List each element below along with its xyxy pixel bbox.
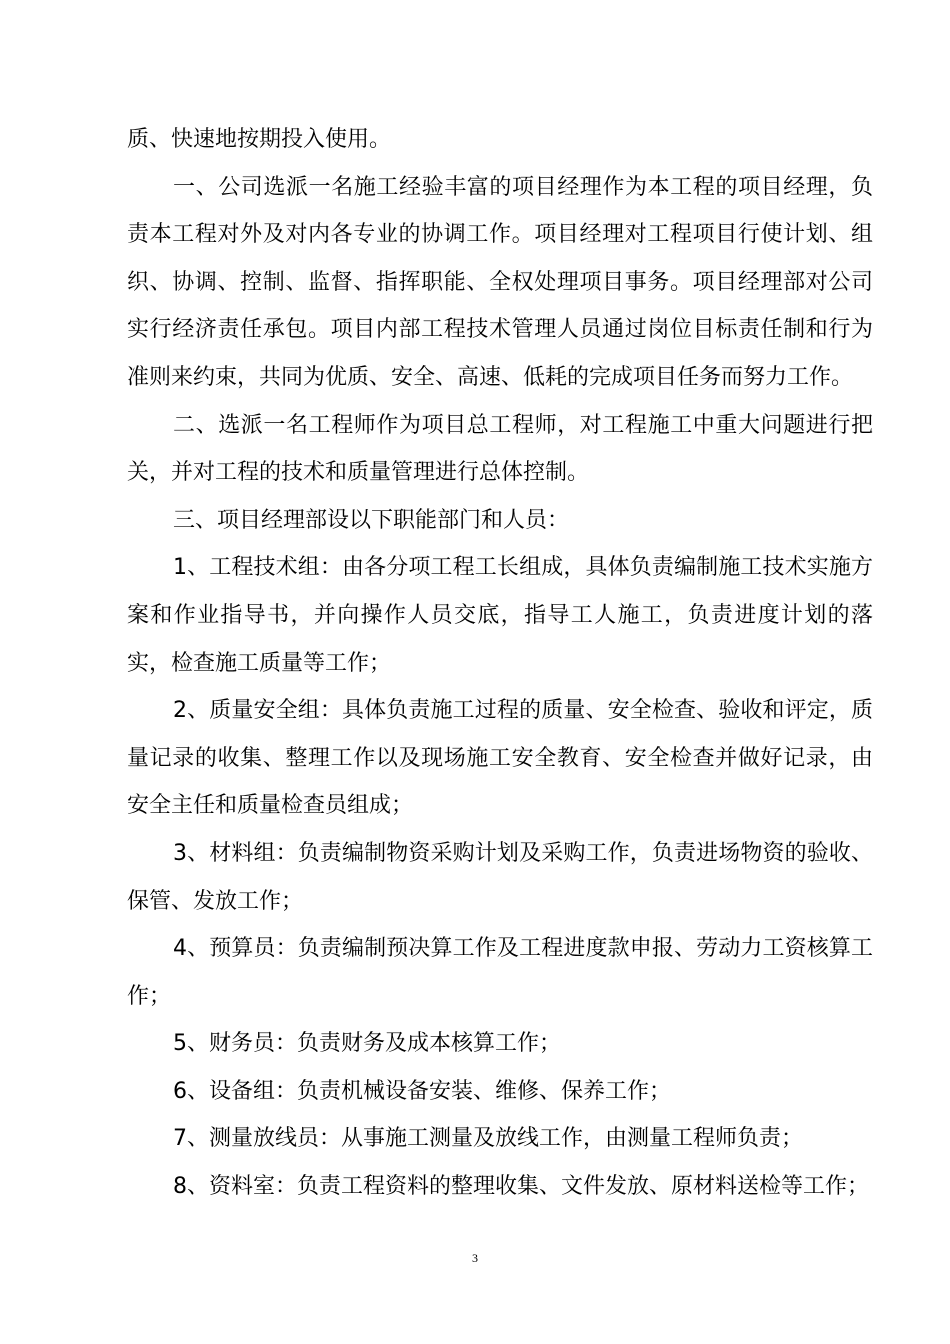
document-body (127, 116, 873, 1211)
list-item-records-room: 8、资料室：负责工程资料的整理收集、文件发放、原材料送检等工作； (173, 1174, 869, 1200)
list-item-equipment-group: 6、设备组：负责机械设备安装、维修、保养工作； (173, 1078, 671, 1104)
page-number: 3 (472, 1251, 478, 1265)
list-item-budget-officer: 4、预算员：负责编制预决算工作及工程进度款申报、劳动力工资核算工作； (127, 936, 873, 1009)
list-item-surveying-officer: 7、测量放线员：从事施工测量及放线工作，由测量工程师负责； (173, 1126, 803, 1152)
list-item-quality-safety-group: 2、质量安全组：具体负责施工过程的质量、安全检查、验收和评定，质量记录的收集、整理工作以及现场施工安全教育、安全检查并做好记录，由安全主任和质量检查员组成； (127, 698, 873, 819)
paragraph-continuation: 质、快速地按期投入使用。 (127, 127, 392, 152)
paragraph-item-one: 一、公司选派一名施工经验丰富的项目经理作为本工程的项目经理，负责本工程对外及对内各专业的协调工作。项目经理对工程项目行使计划、组织、协调、控制、监督、指挥职能、全权处理项目事务。项目经理部对公司实行经济责任承包。项目内部工程技术管理人员通过岗位目标责任制和行为准则来约束，共同为优质、安全、高速、低耗的完成项目任务而努力工作。 (127, 174, 873, 390)
paragraph-item-three: 三、项目经理部设以下职能部门和人员： (173, 507, 570, 533)
paragraph-item-two: 二、选派一名工程师作为项目总工程师，对工程施工中重大问题进行把关，并对工程的技术和质量管理进行总体控制。 (127, 412, 873, 486)
list-item-finance-officer: 5、财务员：负责财务及成本核算工作； (173, 1031, 561, 1057)
list-item-technical-group: 1、工程技术组：由各分项工程工长组成，具体负责编制施工技术实施方案和作业指导书，并向操作人员交底，指导工人施工，负责进度计划的落实，检查施工质量等工作； (127, 555, 873, 676)
list-item-materials-group: 3、材料组：负责编制物资采购计划及采购工作，负责进场物资的验收、保管、发放工作； (127, 840, 873, 914)
